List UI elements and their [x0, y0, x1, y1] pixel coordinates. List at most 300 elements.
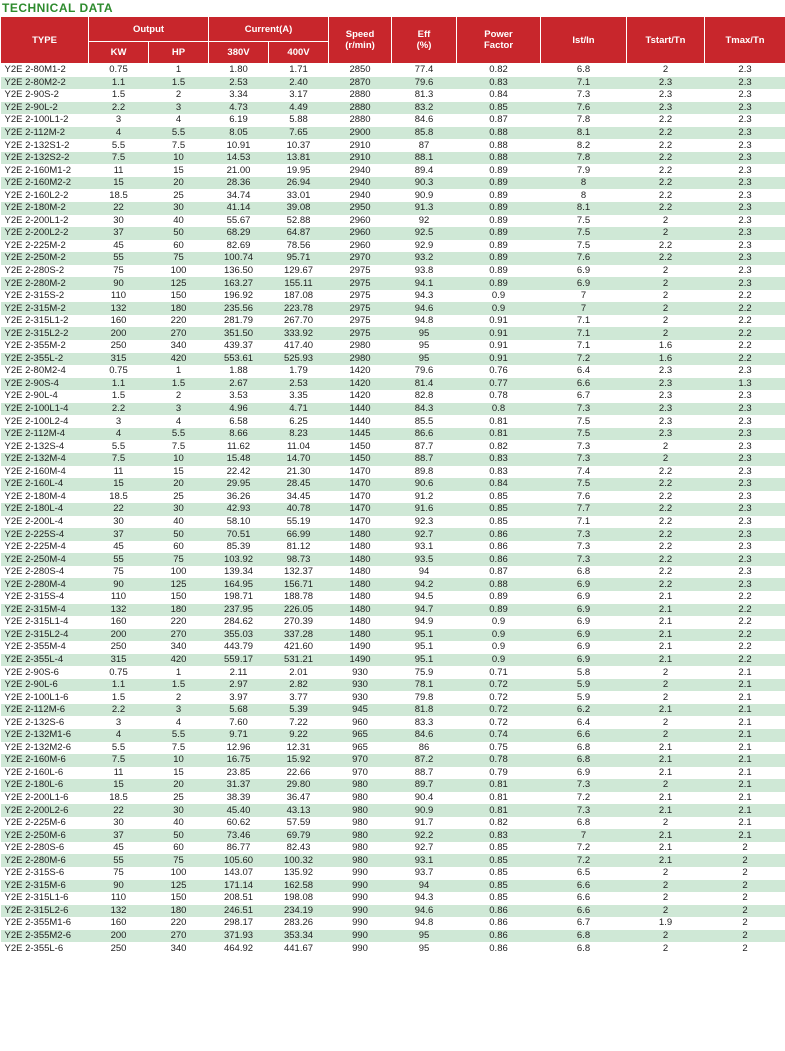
- cell-tstart-tn: 2.1: [627, 829, 705, 842]
- cell-tstart-tn: 2: [627, 327, 705, 340]
- cell-current-380v: 136.50: [223, 265, 254, 277]
- cell-ist-in: 7.8: [576, 114, 591, 126]
- cell-power-factor: 0.88: [457, 578, 541, 591]
- cell-type: Y2E 2-160M2-2: [1, 177, 89, 190]
- cell-current-400v: 28.45: [269, 478, 329, 491]
- cell-kw: 90: [89, 880, 149, 893]
- cell-type: Y2E 2-180M-4: [4, 490, 66, 502]
- cell-tmax-tn: 2.1: [738, 691, 752, 703]
- cell-kw: 55: [89, 252, 149, 265]
- cell-ist-in: 7: [580, 290, 587, 302]
- cell-type: Y2E 2-315M-4: [1, 604, 89, 617]
- cell-current-400v: 21.30: [286, 465, 311, 477]
- cell-type: Y2E 2-315S-4: [4, 591, 65, 603]
- cell-ist-in: 6.7: [576, 917, 591, 929]
- cell-speed: 1470: [329, 478, 392, 491]
- cell-kw: 75: [113, 265, 124, 277]
- cell-kw: 1.1: [89, 679, 149, 692]
- cell-kw: 250: [110, 942, 127, 954]
- cell-current-400v: 7.22: [289, 716, 308, 728]
- cell-eff: 95.1: [414, 641, 434, 653]
- cell-eff: 94.8: [414, 315, 434, 327]
- cell-tmax-tn: 2.1: [705, 679, 785, 692]
- cell-type: Y2E 2-315S-6: [4, 867, 65, 879]
- cell-type: Y2E 2-200L1-2: [4, 214, 69, 226]
- cell-speed: 1420: [329, 378, 392, 391]
- cell-eff: 94.1: [392, 277, 457, 290]
- cell-tmax-tn: 2.3: [738, 515, 752, 527]
- cell-tmax-tn: 2.3: [705, 202, 785, 215]
- cell-current-380v: 10.91: [226, 139, 251, 151]
- cell-ist-in: 7.3: [541, 403, 627, 416]
- cell-speed: 980: [329, 854, 392, 867]
- table-row: [1, 139, 785, 152]
- cell-kw: 132: [89, 302, 149, 315]
- cell-speed: 990: [329, 930, 392, 943]
- cell-type: Y2E 2-132M-4: [1, 453, 89, 466]
- table-row: [1, 604, 785, 617]
- cell-hp: 2: [175, 89, 182, 101]
- cell-speed: 980: [329, 804, 392, 817]
- cell-kw: 250: [110, 340, 127, 352]
- cell-eff: 84.6: [392, 729, 457, 742]
- table-row: [1, 679, 785, 692]
- cell-kw: 55: [89, 553, 149, 566]
- cell-power-factor: 0.88: [457, 127, 541, 140]
- cell-tstart-tn: 2: [662, 666, 669, 678]
- cell-ist-in: 6.8: [576, 64, 591, 76]
- cell-tmax-tn: 2.2: [705, 353, 785, 366]
- cell-power-factor: 0.74: [457, 729, 541, 742]
- cell-current-400v: 223.78: [269, 302, 329, 315]
- cell-power-factor: 0.9: [491, 290, 506, 302]
- cell-current-400v: 1.71: [289, 64, 308, 76]
- cell-eff: 90.4: [414, 791, 434, 803]
- table-row: [1, 466, 785, 479]
- cell-tmax-tn: 2.3: [705, 227, 785, 240]
- cell-hp: 15: [173, 465, 184, 477]
- cell-ist-in: 7.5: [576, 239, 591, 251]
- table-row: [1, 767, 785, 780]
- cell-ist-in: 6.6: [541, 880, 627, 893]
- table-row: [1, 566, 785, 579]
- cell-tstart-tn: 2.2: [658, 164, 673, 176]
- cell-ist-in: 8.2: [576, 139, 591, 151]
- cell-power-factor: 0.9: [457, 654, 541, 667]
- cell-type: Y2E 2-250M-2: [1, 252, 89, 265]
- table-row: [1, 164, 785, 177]
- cell-current-400v: 15.92: [269, 754, 329, 767]
- cell-tmax-tn: 2.3: [705, 478, 785, 491]
- table-row: [1, 930, 785, 943]
- cell-power-factor: 0.72: [457, 704, 541, 717]
- cell-power-factor: 0.86: [457, 930, 541, 943]
- cell-current-400v: 2.53: [269, 378, 329, 391]
- cell-power-factor: 0.91: [489, 315, 508, 327]
- cell-hp: 15: [173, 164, 184, 176]
- cell-kw: 4: [89, 428, 149, 441]
- cell-hp: 5.5: [149, 729, 209, 742]
- cell-hp: 20: [149, 478, 209, 491]
- cell-tmax-tn: 2.3: [738, 440, 752, 452]
- cell-speed: 1480: [329, 553, 392, 566]
- table-row: [1, 880, 785, 893]
- cell-hp: 180: [149, 905, 209, 918]
- cell-speed: 1470: [349, 515, 371, 527]
- cell-tmax-tn: 2.3: [705, 127, 785, 140]
- cell-ist-in: 5.9: [576, 691, 591, 703]
- cell-current-400v: 43.13: [269, 804, 329, 817]
- cell-type: Y2E 2-80M1-2: [4, 64, 66, 76]
- cell-type: Y2E 2-100L1-4: [1, 403, 89, 416]
- table-row: [1, 277, 785, 290]
- cell-tmax-tn: 2.1: [705, 754, 785, 767]
- cell-speed: 1490: [349, 641, 371, 653]
- cell-hp: 7.5: [171, 741, 186, 753]
- cell-hp: 75: [149, 553, 209, 566]
- cell-tstart-tn: 2.3: [658, 365, 673, 377]
- cell-power-factor: 0.89: [457, 252, 541, 265]
- cell-eff: 95: [418, 942, 430, 954]
- cell-tmax-tn: 2.3: [738, 114, 752, 126]
- cell-power-factor: 0.89: [489, 239, 508, 251]
- cell-hp: 60: [173, 842, 184, 854]
- cell-ist-in: 7.2: [576, 842, 591, 854]
- cell-current-400v: 78.56: [286, 239, 311, 251]
- cell-ist-in: 5.8: [576, 666, 591, 678]
- cell-current-380v: 6.19: [229, 114, 248, 126]
- cell-hp: 180: [149, 302, 209, 315]
- cell-tmax-tn: 2.3: [738, 239, 752, 251]
- cell-power-factor: 0.9: [457, 629, 541, 642]
- cell-current-400v: 270.39: [283, 616, 314, 628]
- cell-kw: 110: [110, 892, 127, 904]
- cell-type: Y2E 2-225M-6: [4, 817, 66, 829]
- cell-type: Y2E 2-280S-2: [4, 265, 65, 277]
- cell-current-400v: 19.95: [286, 164, 311, 176]
- cell-tstart-tn: 2.2: [627, 553, 705, 566]
- table-row: [1, 503, 785, 516]
- cell-hp: 3: [149, 403, 209, 416]
- cell-speed: 960: [352, 716, 368, 728]
- cell-eff: 90.3: [392, 177, 457, 190]
- cell-eff: 92.7: [414, 842, 434, 854]
- cell-type: Y2E 2-315M-2: [1, 302, 89, 315]
- cell-eff: 75.9: [414, 666, 434, 678]
- cell-power-factor: 0.86: [457, 905, 541, 918]
- cell-current-380v: 139.34: [223, 566, 254, 578]
- cell-type: Y2E 2-132S-6: [4, 716, 65, 728]
- cell-tmax-tn: 2.3: [738, 541, 752, 553]
- cell-speed: 965: [352, 741, 368, 753]
- table-row: [1, 666, 785, 679]
- cell-current-380v: 371.93: [209, 930, 269, 943]
- cell-tmax-tn: 2.3: [738, 490, 752, 502]
- cell-eff: 89.8: [414, 465, 434, 477]
- cell-tmax-tn: 2: [742, 892, 748, 904]
- cell-speed: 2980: [349, 340, 371, 352]
- table-row: [1, 64, 785, 77]
- table-row: [1, 754, 785, 767]
- cell-tmax-tn: 2.3: [705, 403, 785, 416]
- table-row: [1, 327, 785, 340]
- cell-ist-in: 7.1: [541, 327, 627, 340]
- cell-current-380v: 196.92: [223, 290, 254, 302]
- cell-current-380v: 235.56: [209, 302, 269, 315]
- cell-current-400v: 417.40: [283, 340, 314, 352]
- cell-power-factor: 0.71: [489, 666, 508, 678]
- cell-power-factor: 0.81: [489, 415, 508, 427]
- cell-type: Y2E 2-315L2-6: [1, 905, 89, 918]
- cell-ist-in: 7.3: [576, 89, 591, 101]
- cell-current-380v: 70.51: [209, 528, 269, 541]
- cell-type: Y2E 2-90L-6: [1, 679, 89, 692]
- cell-speed: 1420: [349, 365, 371, 377]
- table-row: [1, 240, 785, 253]
- cell-power-factor: 0.85: [489, 842, 508, 854]
- cell-kw: 45: [113, 842, 124, 854]
- cell-eff: 92.5: [392, 227, 457, 240]
- cell-power-factor: 0.85: [457, 503, 541, 516]
- table-row: [1, 516, 785, 529]
- cell-speed: 1445: [329, 428, 392, 441]
- cell-power-factor: 0.86: [457, 553, 541, 566]
- cell-current-380v: 73.46: [209, 829, 269, 842]
- cell-hp: 1.5: [149, 77, 209, 90]
- cell-current-400v: 11.04: [286, 440, 311, 452]
- cell-current-380v: 163.27: [209, 277, 269, 290]
- header-speed-line2: (r/min): [345, 40, 375, 51]
- cell-power-factor: 0.85: [489, 892, 508, 904]
- cell-current-400v: 69.79: [269, 829, 329, 842]
- cell-ist-in: 7.2: [541, 353, 627, 366]
- table-row: [1, 378, 785, 391]
- cell-speed: 2880: [349, 89, 371, 101]
- cell-tmax-tn: 2.3: [738, 189, 752, 201]
- cell-kw: 45: [113, 541, 124, 553]
- cell-type: Y2E 2-132S-4: [4, 440, 65, 452]
- cell-current-380v: 12.96: [226, 741, 251, 753]
- table-row: [1, 842, 785, 855]
- cell-tstart-tn: 2.1: [658, 641, 673, 653]
- cell-current-380v: 2.11: [229, 666, 248, 678]
- cell-eff: 90.6: [392, 478, 457, 491]
- cell-hp: 75: [149, 854, 209, 867]
- cell-current-400v: 26.94: [269, 177, 329, 190]
- cell-type: Y2E 2-160L-4: [1, 478, 89, 491]
- cell-kw: 90: [89, 277, 149, 290]
- cell-type: Y2E 2-90S-6: [4, 666, 59, 678]
- cell-current-380v: 143.07: [223, 867, 254, 879]
- cell-hp: 75: [149, 252, 209, 265]
- cell-type: Y2E 2-355M2-6: [1, 930, 89, 943]
- cell-kw: 5.5: [111, 139, 126, 151]
- cell-type: Y2E 2-315M-6: [1, 880, 89, 893]
- cell-ist-in: 6.2: [541, 704, 627, 717]
- table-row: [1, 867, 785, 880]
- cell-speed: 1440: [349, 415, 371, 427]
- cell-power-factor: 0.89: [457, 277, 541, 290]
- cell-tmax-tn: 2.3: [738, 89, 752, 101]
- cell-power-factor: 0.81: [457, 779, 541, 792]
- cell-kw: 1.1: [89, 77, 149, 90]
- table-row: [1, 917, 785, 930]
- table-row: [1, 227, 785, 240]
- cell-power-factor: 0.89: [457, 177, 541, 190]
- cell-type: Y2E 2-200L2-6: [1, 804, 89, 817]
- cell-type: Y2E 2-132M2-6: [4, 741, 72, 753]
- cell-type: Y2E 2-315L1-2: [4, 315, 69, 327]
- cell-eff: 93.1: [392, 854, 457, 867]
- cell-kw: 7.5: [89, 152, 149, 165]
- cell-hp: 30: [149, 503, 209, 516]
- cell-kw: 11: [113, 766, 124, 778]
- cell-kw: 11: [113, 465, 124, 477]
- cell-speed: 1470: [329, 503, 392, 516]
- cell-kw: 315: [89, 654, 149, 667]
- cell-hp: 7.5: [171, 440, 186, 452]
- cell-tmax-tn: 2.3: [738, 365, 752, 377]
- table-row: [1, 792, 785, 805]
- cell-hp: 15: [173, 766, 184, 778]
- table-row: [1, 77, 785, 90]
- cell-type: Y2E 2-90S-4: [1, 378, 89, 391]
- cell-eff: 95: [418, 340, 430, 352]
- cell-tstart-tn: 2: [662, 265, 669, 277]
- cell-speed: 1420: [349, 390, 371, 402]
- cell-ist-in: 7.2: [541, 854, 627, 867]
- cell-tmax-tn: 2.3: [738, 164, 752, 176]
- cell-hp: 30: [149, 202, 209, 215]
- cell-eff: 85.5: [414, 415, 434, 427]
- cell-power-factor: 0.89: [489, 164, 508, 176]
- cell-eff: 86.6: [392, 428, 457, 441]
- cell-eff: 84.6: [414, 114, 434, 126]
- table-row: [1, 829, 785, 842]
- table-row: [1, 742, 785, 755]
- cell-current-380v: 8.05: [209, 127, 269, 140]
- cell-current-380v: 2.53: [209, 77, 269, 90]
- cell-current-380v: 3.53: [229, 390, 248, 402]
- cell-power-factor: 0.89: [489, 214, 508, 226]
- cell-power-factor: 0.82: [489, 64, 508, 76]
- cell-tstart-tn: 1.6: [658, 340, 673, 352]
- cell-kw: 22: [89, 503, 149, 516]
- cell-current-380v: 31.37: [209, 779, 269, 792]
- cell-power-factor: 0.9: [491, 616, 506, 628]
- cell-type: Y2E 2-315L1-4: [4, 616, 69, 628]
- technical-data-table: [0, 16, 785, 955]
- cell-kw: 22: [89, 804, 149, 817]
- header-eff-line2: (%): [416, 40, 432, 51]
- cell-tstart-tn: 1.6: [627, 353, 705, 366]
- cell-speed: 2880: [349, 114, 371, 126]
- cell-tmax-tn: 2.1: [738, 766, 752, 778]
- cell-current-400v: 5.39: [269, 704, 329, 717]
- header-380v: 380V: [209, 42, 269, 64]
- cell-eff: 88.1: [392, 152, 457, 165]
- cell-tstart-tn: 2.2: [627, 202, 705, 215]
- cell-power-factor: 0.86: [489, 541, 508, 553]
- cell-power-factor: 0.84: [457, 478, 541, 491]
- cell-tstart-tn: 2.3: [627, 403, 705, 416]
- cell-ist-in: 8: [580, 189, 587, 201]
- cell-current-400v: 441.67: [283, 942, 314, 954]
- cell-hp: 40: [173, 515, 184, 527]
- cell-tstart-tn: 2.1: [627, 804, 705, 817]
- cell-tstart-tn: 2.1: [658, 591, 673, 603]
- cell-hp: 125: [149, 277, 209, 290]
- cell-type: Y2E 2-280S-6: [4, 842, 65, 854]
- cell-eff: 95.1: [392, 629, 457, 642]
- cell-current-400v: 421.60: [283, 641, 314, 653]
- cell-ist-in: 6.8: [576, 741, 591, 753]
- cell-eff: 95: [392, 327, 457, 340]
- cell-speed: 990: [352, 942, 368, 954]
- cell-tstart-tn: 2.2: [658, 515, 673, 527]
- cell-kw: 45: [113, 239, 124, 251]
- cell-eff: 81.8: [392, 704, 457, 717]
- cell-tmax-tn: 2.3: [738, 139, 752, 151]
- cell-kw: 4: [89, 127, 149, 140]
- cell-tstart-tn: 2: [662, 716, 669, 728]
- table-row: [1, 817, 785, 830]
- cell-hp: 340: [170, 641, 187, 653]
- table-row: [1, 453, 785, 466]
- cell-kw: 37: [89, 528, 149, 541]
- cell-power-factor: 0.85: [457, 880, 541, 893]
- cell-power-factor: 0.89: [489, 265, 508, 277]
- table-row: [1, 804, 785, 817]
- cell-type: Y2E 2-280S-4: [4, 566, 65, 578]
- cell-hp: 1: [175, 666, 182, 678]
- cell-speed: 990: [352, 892, 368, 904]
- cell-tmax-tn: 2.3: [705, 453, 785, 466]
- cell-kw: 7.5: [89, 453, 149, 466]
- cell-hp: 4: [175, 716, 182, 728]
- cell-tstart-tn: 2.3: [658, 415, 673, 427]
- cell-current-400v: 135.92: [283, 867, 314, 879]
- cell-kw: 30: [113, 214, 124, 226]
- cell-hp: 270: [149, 327, 209, 340]
- cell-ist-in: 6.9: [576, 265, 591, 277]
- cell-speed: 930: [352, 691, 368, 703]
- cell-tstart-tn: 2.2: [627, 578, 705, 591]
- cell-ist-in: 7.6: [541, 102, 627, 115]
- cell-current-400v: 36.47: [286, 791, 311, 803]
- cell-ist-in: 7.3: [541, 779, 627, 792]
- cell-tmax-tn: 2.1: [705, 829, 785, 842]
- cell-ist-in: 7.2: [576, 791, 591, 803]
- cell-current-380v: 34.74: [226, 189, 251, 201]
- cell-power-factor: 0.91: [489, 340, 508, 352]
- cell-tstart-tn: 2: [627, 679, 705, 692]
- cell-tmax-tn: 2.3: [738, 214, 752, 226]
- cell-ist-in: 7.1: [541, 77, 627, 90]
- cell-speed: 2900: [329, 127, 392, 140]
- cell-current-380v: 164.95: [209, 578, 269, 591]
- table-row: [1, 315, 785, 328]
- cell-power-factor: 0.82: [489, 440, 508, 452]
- cell-current-380v: 55.67: [226, 214, 251, 226]
- cell-ist-in: 6.9: [576, 641, 591, 653]
- cell-power-factor: 0.81: [457, 804, 541, 817]
- cell-current-400v: 22.66: [286, 766, 311, 778]
- cell-kw: 75: [113, 566, 124, 578]
- cell-power-factor: 0.91: [457, 327, 541, 340]
- cell-eff: 90.9: [392, 804, 457, 817]
- cell-current-380v: 5.68: [209, 704, 269, 717]
